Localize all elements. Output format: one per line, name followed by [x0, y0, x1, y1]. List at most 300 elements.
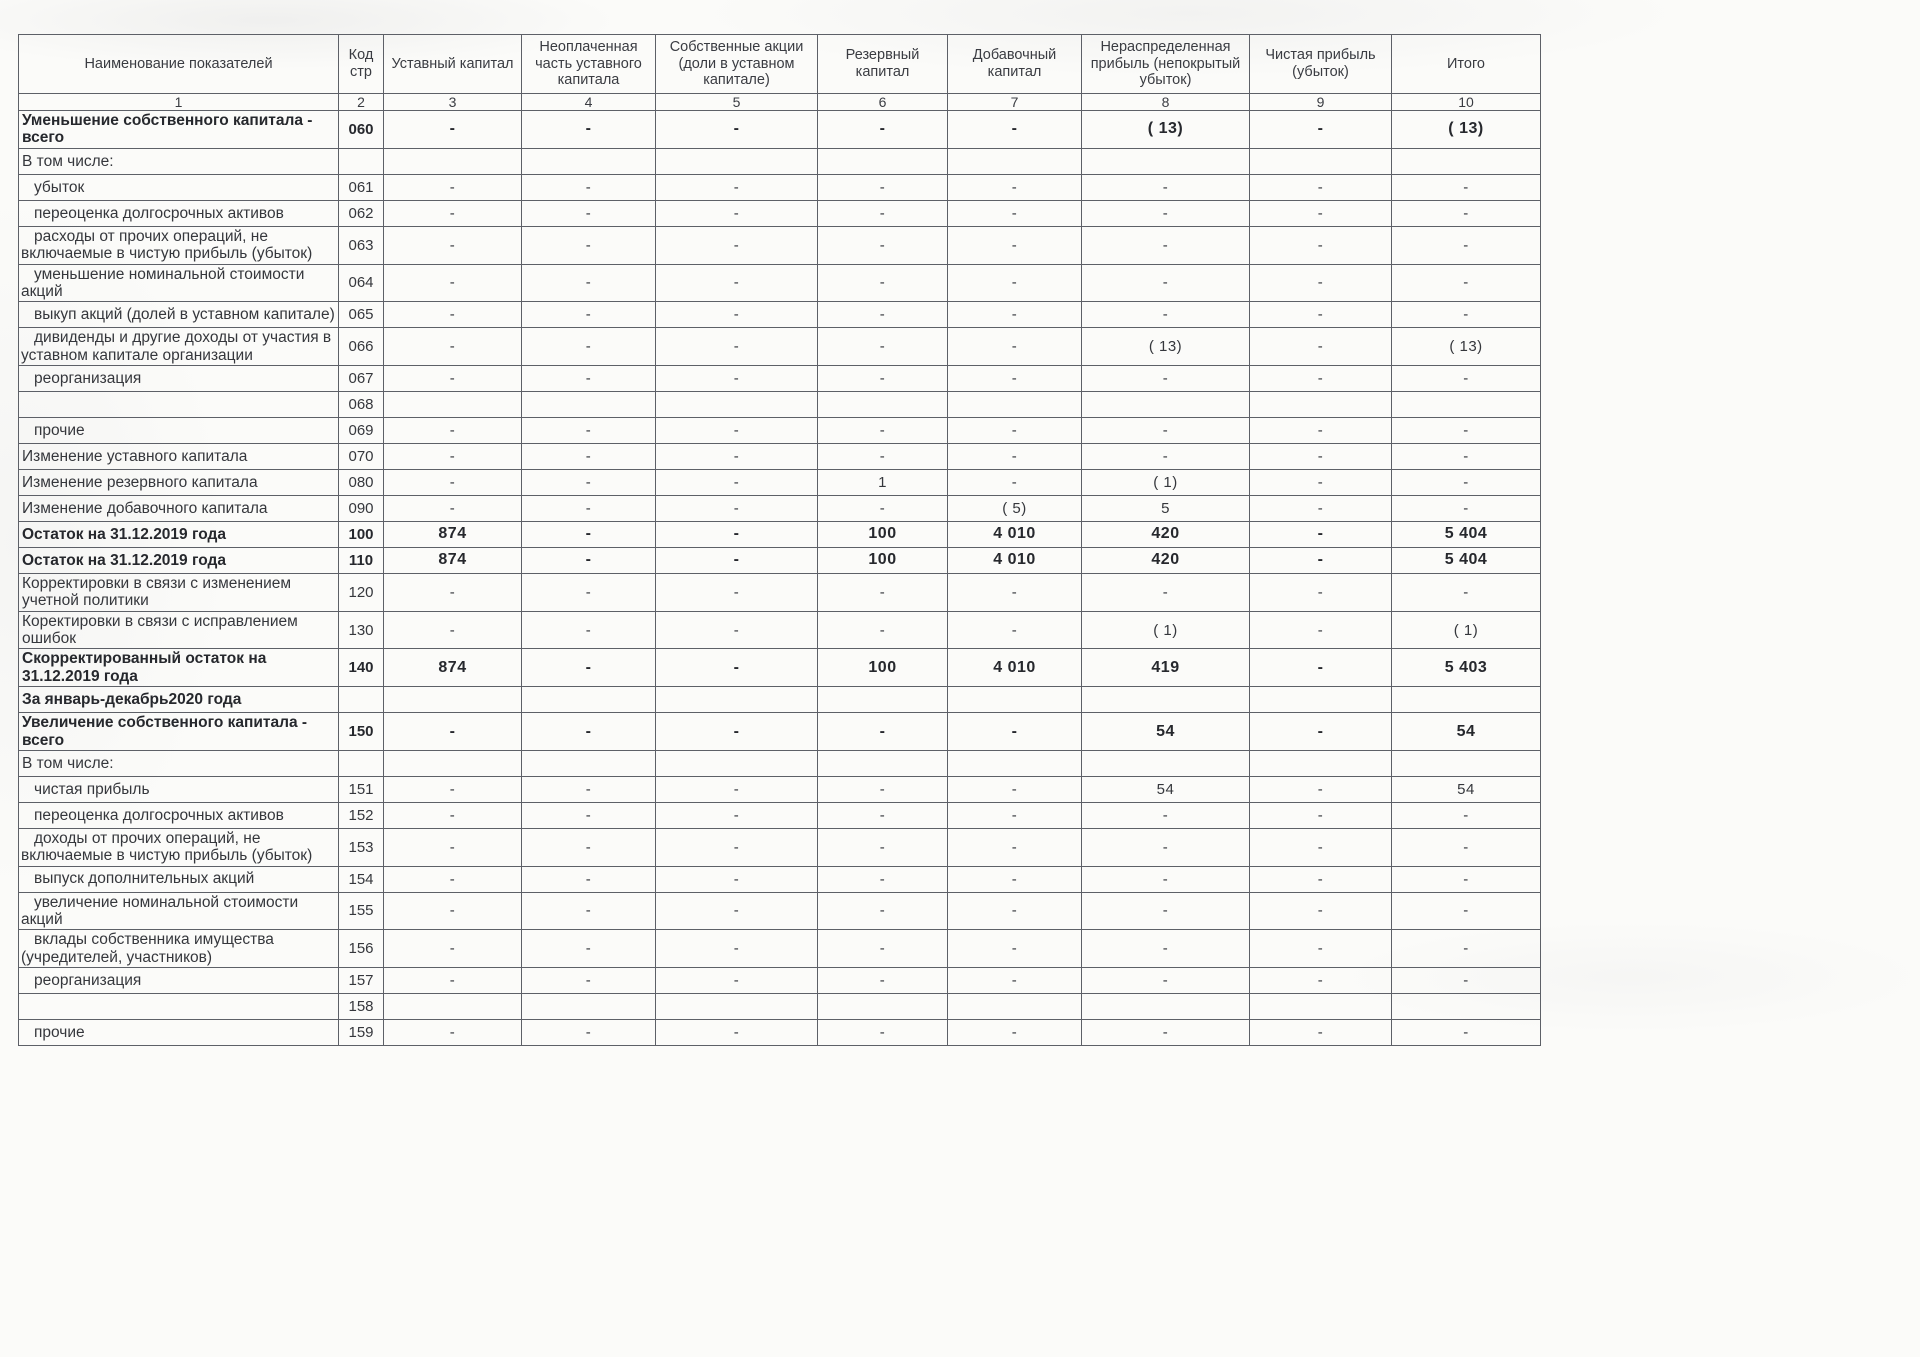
value-cell: 4 010 [948, 547, 1082, 573]
value-cell: - [522, 547, 656, 573]
value-cell: - [522, 328, 656, 366]
value-cell: - [384, 573, 522, 611]
value-cell: - [384, 713, 522, 751]
value-cell: - [948, 226, 1082, 264]
value-cell: - [522, 111, 656, 149]
value-cell: - [818, 365, 948, 391]
value-cell: - [1250, 521, 1392, 547]
line-code: 157 [339, 968, 384, 994]
value-cell: - [656, 866, 818, 892]
value-cell: - [1250, 802, 1392, 828]
value-cell: - [522, 1020, 656, 1046]
value-cell: - [1082, 573, 1250, 611]
value-cell: ( 1) [1082, 469, 1250, 495]
value-cell [818, 750, 948, 776]
value-cell: - [948, 713, 1082, 751]
value-cell: - [948, 111, 1082, 149]
table-row [19, 1020, 1541, 1046]
value-cell: 874 [384, 521, 522, 547]
value-cell: - [656, 649, 818, 687]
value-cell: - [1082, 443, 1250, 469]
value-cell: - [948, 930, 1082, 968]
line-code: 159 [339, 1020, 384, 1046]
value-cell: - [656, 776, 818, 802]
value-cell: - [656, 828, 818, 866]
value-cell: - [818, 264, 948, 302]
value-cell: - [818, 776, 948, 802]
value-cell [522, 148, 656, 174]
line-code: 153 [339, 828, 384, 866]
value-cell: - [522, 802, 656, 828]
line-code: 066 [339, 328, 384, 366]
table-row [19, 111, 1541, 149]
value-cell [1082, 750, 1250, 776]
value-cell: - [1392, 968, 1541, 994]
value-cell: - [522, 930, 656, 968]
value-cell [656, 994, 818, 1020]
value-cell [818, 687, 948, 713]
value-cell: - [656, 174, 818, 200]
value-cell: ( 13) [1392, 111, 1541, 149]
value-cell: - [522, 611, 656, 649]
indicator-name: реорганизация [19, 365, 339, 391]
table-row [19, 521, 1541, 547]
value-cell: - [948, 302, 1082, 328]
value-cell [522, 994, 656, 1020]
value-cell: - [656, 521, 818, 547]
value-cell: - [522, 174, 656, 200]
line-code: 060 [339, 111, 384, 149]
indicator-name: Остаток на 31.12.2019 года [19, 547, 339, 573]
column-number: 8 [1082, 94, 1250, 111]
value-cell: - [1250, 200, 1392, 226]
value-cell: - [522, 573, 656, 611]
value-cell: - [656, 226, 818, 264]
table-row [19, 649, 1541, 687]
value-cell [384, 994, 522, 1020]
value-cell: - [1250, 302, 1392, 328]
table-row [19, 328, 1541, 366]
value-cell [384, 750, 522, 776]
value-cell: - [384, 828, 522, 866]
table-row [19, 892, 1541, 930]
value-cell: - [1392, 226, 1541, 264]
value-cell: - [1082, 200, 1250, 226]
value-cell: - [818, 573, 948, 611]
value-cell: - [384, 200, 522, 226]
value-cell: - [656, 302, 818, 328]
value-cell: - [522, 302, 656, 328]
value-cell: - [818, 443, 948, 469]
value-cell: - [1392, 469, 1541, 495]
value-cell [818, 148, 948, 174]
value-cell: - [1250, 611, 1392, 649]
line-code: 155 [339, 892, 384, 930]
value-cell: - [384, 1020, 522, 1046]
value-cell: - [948, 802, 1082, 828]
value-cell: ( 13) [1082, 328, 1250, 366]
value-cell [656, 750, 818, 776]
value-cell [1082, 687, 1250, 713]
value-cell: - [948, 469, 1082, 495]
table-row [19, 573, 1541, 611]
value-cell: - [1250, 264, 1392, 302]
value-cell: - [1392, 264, 1541, 302]
value-cell: - [948, 174, 1082, 200]
value-cell: - [384, 264, 522, 302]
value-cell: - [1392, 1020, 1541, 1046]
value-cell: - [818, 968, 948, 994]
value-cell [948, 687, 1082, 713]
table-row [19, 994, 1541, 1020]
indicator-name: уменьшение номинальной стоимости акций [19, 264, 339, 302]
value-cell: - [1082, 802, 1250, 828]
value-cell: - [384, 776, 522, 802]
value-cell: - [818, 930, 948, 968]
header-numbers-row [19, 94, 1541, 111]
value-cell: - [656, 968, 818, 994]
value-cell: - [818, 200, 948, 226]
value-cell: - [1082, 302, 1250, 328]
value-cell: 5 404 [1392, 521, 1541, 547]
value-cell: - [818, 611, 948, 649]
value-cell: - [818, 802, 948, 828]
value-cell [384, 687, 522, 713]
indicator-name: В том числе: [19, 750, 339, 776]
value-cell: - [1082, 226, 1250, 264]
value-cell: - [384, 930, 522, 968]
value-cell: - [384, 611, 522, 649]
indicator-name: выпуск дополнительных акций [19, 866, 339, 892]
value-cell: - [818, 302, 948, 328]
value-cell: - [948, 776, 1082, 802]
table-row [19, 930, 1541, 968]
value-cell: - [384, 469, 522, 495]
indicator-name: Изменение добавочного капитала [19, 495, 339, 521]
line-code: 068 [339, 391, 384, 417]
indicator-name: Скорректированный остаток на 31.12.2019 года [19, 649, 339, 687]
line-code: 069 [339, 417, 384, 443]
value-cell: - [1250, 866, 1392, 892]
value-cell: - [656, 264, 818, 302]
indicator-name: Увеличение собственного капитала - всего [19, 713, 339, 751]
line-code: 151 [339, 776, 384, 802]
value-cell [1250, 750, 1392, 776]
indicator-name: выкуп акций (долей в уставном капитале) [19, 302, 339, 328]
value-cell: - [1250, 1020, 1392, 1046]
value-cell: - [1250, 417, 1392, 443]
value-cell: 874 [384, 649, 522, 687]
value-cell: - [1392, 828, 1541, 866]
indicator-name: чистая прибыль [19, 776, 339, 802]
value-cell: - [1392, 495, 1541, 521]
line-code: 063 [339, 226, 384, 264]
indicator-name: Изменение резервного капитала [19, 469, 339, 495]
value-cell: - [1082, 264, 1250, 302]
value-cell: - [1392, 930, 1541, 968]
value-cell: - [1392, 892, 1541, 930]
value-cell: 5 403 [1392, 649, 1541, 687]
table-row [19, 713, 1541, 751]
value-cell [1392, 994, 1541, 1020]
value-cell: ( 5) [948, 495, 1082, 521]
value-cell: - [1250, 226, 1392, 264]
value-cell: - [1250, 828, 1392, 866]
value-cell: - [656, 611, 818, 649]
value-cell: - [1392, 174, 1541, 200]
value-cell: - [522, 495, 656, 521]
value-cell: - [1250, 968, 1392, 994]
value-cell: 4 010 [948, 521, 1082, 547]
value-cell [1082, 148, 1250, 174]
value-cell: - [948, 968, 1082, 994]
value-cell: - [1082, 930, 1250, 968]
value-cell: - [1250, 365, 1392, 391]
value-cell: - [384, 443, 522, 469]
line-code: 067 [339, 365, 384, 391]
value-cell: - [384, 417, 522, 443]
value-cell [522, 687, 656, 713]
indicator-name: переоценка долгосрочных активов [19, 200, 339, 226]
value-cell: - [1392, 302, 1541, 328]
indicator-name: прочие [19, 417, 339, 443]
value-cell: - [948, 328, 1082, 366]
value-cell: - [384, 328, 522, 366]
value-cell [522, 391, 656, 417]
value-cell: - [384, 802, 522, 828]
value-cell: - [1392, 443, 1541, 469]
line-code: 154 [339, 866, 384, 892]
value-cell [948, 750, 1082, 776]
value-cell [948, 391, 1082, 417]
value-cell: - [1082, 828, 1250, 866]
value-cell: ( 13) [1082, 111, 1250, 149]
value-cell: - [1082, 892, 1250, 930]
table-row [19, 495, 1541, 521]
value-cell: - [948, 365, 1082, 391]
value-cell: - [656, 802, 818, 828]
column-header: Добавочный капитал [948, 35, 1082, 94]
value-cell [818, 391, 948, 417]
value-cell [1082, 994, 1250, 1020]
indicator-name: Уменьшение собственного капитала - всего [19, 111, 339, 149]
line-code: 120 [339, 573, 384, 611]
column-number: 4 [522, 94, 656, 111]
line-code: 064 [339, 264, 384, 302]
value-cell: - [522, 713, 656, 751]
table-row [19, 302, 1541, 328]
value-cell: - [948, 264, 1082, 302]
value-cell: - [656, 365, 818, 391]
value-cell: - [1392, 802, 1541, 828]
value-cell: - [522, 264, 656, 302]
column-number: 7 [948, 94, 1082, 111]
line-code: 140 [339, 649, 384, 687]
table-row [19, 391, 1541, 417]
value-cell: - [522, 521, 656, 547]
value-cell: - [1082, 866, 1250, 892]
value-cell: - [1392, 417, 1541, 443]
value-cell: - [1250, 443, 1392, 469]
value-cell [1250, 391, 1392, 417]
table-row [19, 365, 1541, 391]
value-cell: - [1082, 174, 1250, 200]
line-code: 156 [339, 930, 384, 968]
table-row [19, 968, 1541, 994]
value-cell: - [1082, 417, 1250, 443]
value-cell: - [522, 828, 656, 866]
value-cell: - [656, 111, 818, 149]
value-cell: - [522, 649, 656, 687]
table-row [19, 547, 1541, 573]
value-cell: - [656, 713, 818, 751]
value-cell: - [818, 174, 948, 200]
value-cell: - [522, 968, 656, 994]
indicator-name: вклады собственника имущества (учредителей, участников) [19, 930, 339, 968]
value-cell: - [948, 573, 1082, 611]
column-number: 3 [384, 94, 522, 111]
indicator-name: Коректировки в связи с исправлением ошибок [19, 611, 339, 649]
value-cell: ( 1) [1082, 611, 1250, 649]
value-cell: - [1392, 200, 1541, 226]
value-cell [1250, 994, 1392, 1020]
value-cell: - [948, 892, 1082, 930]
table-body [19, 111, 1541, 1046]
value-cell: - [1250, 776, 1392, 802]
value-cell: - [818, 328, 948, 366]
column-header: Резервный капитал [818, 35, 948, 94]
indicator-name [19, 994, 339, 1020]
value-cell: - [384, 365, 522, 391]
indicator-name: прочие [19, 1020, 339, 1046]
column-header: Нераспределенная прибыль (непокрытый убыток) [1082, 35, 1250, 94]
value-cell: 100 [818, 649, 948, 687]
value-cell: - [656, 328, 818, 366]
table-row [19, 469, 1541, 495]
value-cell [1250, 687, 1392, 713]
value-cell: - [1250, 495, 1392, 521]
value-cell: - [948, 443, 1082, 469]
value-cell: - [948, 611, 1082, 649]
value-cell: - [818, 111, 948, 149]
value-cell: - [818, 417, 948, 443]
value-cell: - [1082, 365, 1250, 391]
column-header: Наименование показателей [19, 35, 339, 94]
column-header: Итого [1392, 35, 1541, 94]
indicator-name: убыток [19, 174, 339, 200]
indicator-name: реорганизация [19, 968, 339, 994]
value-cell [656, 148, 818, 174]
line-code: 070 [339, 443, 384, 469]
table-row [19, 417, 1541, 443]
value-cell: - [818, 892, 948, 930]
table-row [19, 776, 1541, 802]
line-code [339, 687, 384, 713]
column-number: 1 [19, 94, 339, 111]
value-cell [522, 750, 656, 776]
line-code [339, 148, 384, 174]
value-cell: - [384, 968, 522, 994]
value-cell: - [818, 866, 948, 892]
value-cell: - [948, 828, 1082, 866]
indicator-name [19, 391, 339, 417]
column-number: 10 [1392, 94, 1541, 111]
value-cell [948, 994, 1082, 1020]
value-cell: - [656, 930, 818, 968]
line-code [339, 750, 384, 776]
value-cell: - [1082, 968, 1250, 994]
value-cell [656, 687, 818, 713]
value-cell: 5 404 [1392, 547, 1541, 573]
value-cell: - [1082, 1020, 1250, 1046]
value-cell: - [1392, 365, 1541, 391]
equity-changes-table [18, 34, 1541, 1046]
value-cell: - [522, 469, 656, 495]
value-cell: - [818, 1020, 948, 1046]
indicator-name: Остаток на 31.12.2019 года [19, 521, 339, 547]
value-cell: - [656, 443, 818, 469]
value-cell: - [384, 495, 522, 521]
value-cell: - [656, 573, 818, 611]
indicator-name: расходы от прочих операций, не включаемые в чистую прибыль (убыток) [19, 226, 339, 264]
value-cell: 420 [1082, 521, 1250, 547]
column-number: 9 [1250, 94, 1392, 111]
indicator-name: Изменение уставного капитала [19, 443, 339, 469]
column-header: Код стр [339, 35, 384, 94]
line-code: 150 [339, 713, 384, 751]
line-code: 130 [339, 611, 384, 649]
value-cell: 100 [818, 547, 948, 573]
value-cell: - [818, 226, 948, 264]
table-row [19, 226, 1541, 264]
line-code: 062 [339, 200, 384, 226]
value-cell: 5 [1082, 495, 1250, 521]
table-row [19, 174, 1541, 200]
table-row [19, 264, 1541, 302]
value-cell [384, 148, 522, 174]
value-cell [656, 391, 818, 417]
column-header: Неоплаченная часть уставного капитала [522, 35, 656, 94]
value-cell: 1 [818, 469, 948, 495]
line-code: 110 [339, 547, 384, 573]
value-cell [818, 994, 948, 1020]
value-cell: - [384, 226, 522, 264]
table-row [19, 802, 1541, 828]
table-row [19, 200, 1541, 226]
table-row [19, 443, 1541, 469]
value-cell: - [948, 1020, 1082, 1046]
value-cell: 54 [1392, 776, 1541, 802]
value-cell: - [384, 892, 522, 930]
column-number: 5 [656, 94, 818, 111]
value-cell: - [522, 866, 656, 892]
value-cell: 54 [1082, 776, 1250, 802]
value-cell: - [1250, 547, 1392, 573]
value-cell [948, 148, 1082, 174]
indicator-name: дивиденды и другие доходы от участия в уставном капитале организации [19, 328, 339, 366]
line-code: 152 [339, 802, 384, 828]
line-code: 100 [339, 521, 384, 547]
table-header [19, 35, 1541, 111]
indicator-name: В том числе: [19, 148, 339, 174]
line-code: 080 [339, 469, 384, 495]
indicator-name: За январь-декабрь2020 года [19, 687, 339, 713]
column-header: Уставный капитал [384, 35, 522, 94]
indicator-name: доходы от прочих операций, не включаемые в чистую прибыль (убыток) [19, 828, 339, 866]
value-cell: - [656, 200, 818, 226]
value-cell: - [384, 111, 522, 149]
value-cell: - [1250, 573, 1392, 611]
